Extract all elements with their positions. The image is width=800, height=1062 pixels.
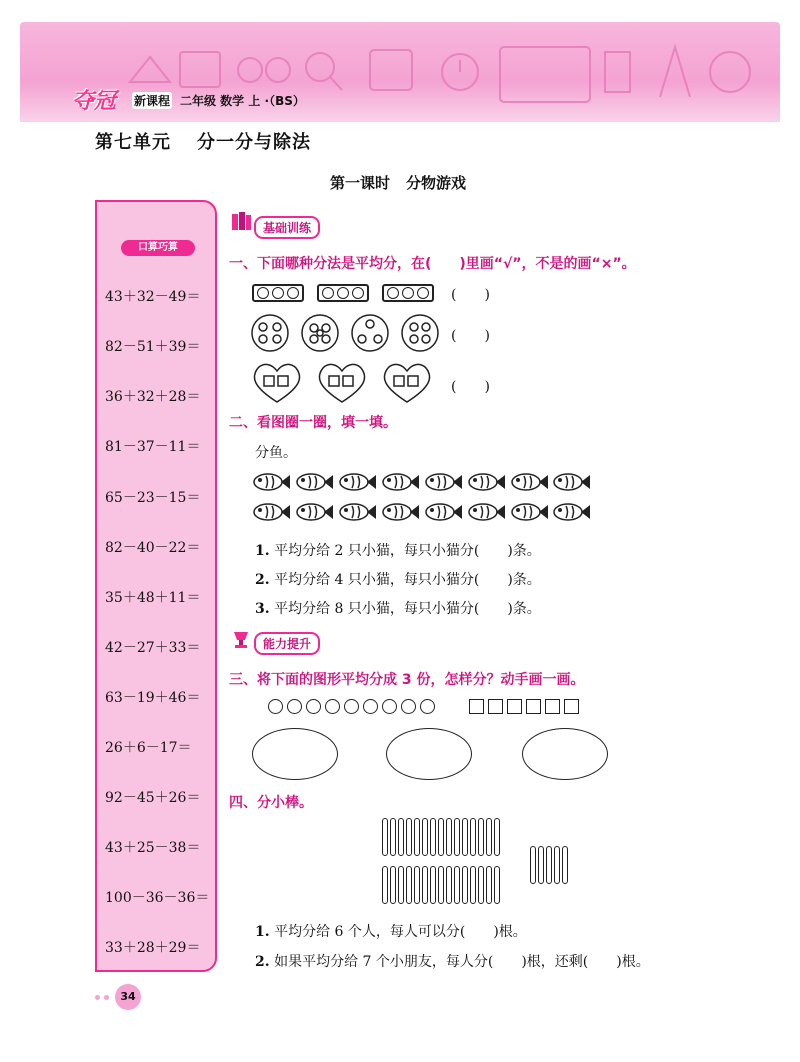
section-advanced: 能力提升: [254, 632, 320, 655]
question-4-title: 四、分小棒。: [229, 795, 313, 811]
question-3-title: 三、将下面的图形平均分成 3 份，怎样分？动手画一画。: [229, 672, 585, 688]
stick: [438, 818, 444, 856]
stick-bundle-small: [530, 846, 570, 886]
stick: [470, 818, 476, 856]
item-text: 平均分给 8 只小猫，每只小猫分( )条。: [274, 601, 541, 617]
brand-logo: 夺冠: [72, 89, 117, 114]
stick: [530, 846, 536, 884]
circle-group-box: [252, 284, 304, 302]
award-icon: [230, 626, 252, 650]
stick: [486, 818, 492, 856]
stick: [470, 866, 476, 904]
stick: [454, 818, 460, 856]
stick: [390, 818, 396, 856]
small-circle: [325, 699, 340, 714]
drawing-oval[interactable]: [252, 728, 338, 780]
unit-number: 第七单元: [95, 132, 171, 153]
small-square: [545, 699, 560, 714]
stick: [538, 846, 544, 884]
small-circle: [382, 699, 397, 714]
small-circle: [344, 699, 359, 714]
mental-math-sidebar: [95, 200, 217, 972]
books-icon: [230, 210, 252, 232]
small-circle: [287, 699, 302, 714]
series-name: 新课程: [134, 94, 171, 108]
answer-paren[interactable]: ( ): [451, 379, 490, 395]
stick: [414, 818, 420, 856]
stick: [398, 818, 404, 856]
item-text: 平均分给 2 只小猫，每只小猫分( )条。: [274, 543, 541, 559]
small-square: [526, 699, 541, 714]
question-2-subtitle: 分鱼。: [255, 445, 297, 461]
stick: [422, 866, 428, 904]
stick: [382, 866, 388, 904]
small-square: [507, 699, 522, 714]
stick: [422, 818, 428, 856]
stick-bundle-large: [382, 818, 506, 912]
page-number: 34: [115, 984, 141, 1010]
stick: [430, 866, 436, 904]
item-text: 平均分给 6 个人，每人可以分( )根。: [274, 924, 527, 940]
stick: [446, 818, 452, 856]
small-square: [488, 699, 503, 714]
exercise-item: 92－45＋26＝: [105, 790, 201, 806]
stick: [406, 866, 412, 904]
item-number: 2.: [255, 572, 270, 588]
question-2-title: 二、看图圈一圈，填一填。: [229, 415, 397, 431]
stick: [478, 866, 484, 904]
answer-paren[interactable]: ( ): [451, 287, 490, 303]
stick: [390, 866, 396, 904]
answer-paren[interactable]: ( ): [451, 328, 490, 344]
exercise-item: 26＋6－17＝: [105, 740, 192, 756]
small-circle: [268, 699, 283, 714]
stick: [494, 818, 500, 856]
small-square: [469, 699, 484, 714]
stick: [562, 846, 568, 884]
small-circle: [420, 699, 435, 714]
fish-group: [252, 470, 592, 528]
exercise-item: 63－19＋46＝: [105, 690, 201, 706]
stick: [398, 866, 404, 904]
stick: [478, 818, 484, 856]
exercise-item: 36＋32＋28＝: [105, 389, 201, 405]
stick: [462, 866, 468, 904]
exercise-item: 82－40－22＝: [105, 540, 201, 556]
question-1-title: 一、下面哪种分法是平均分，在( )里画“√”，不是的画“×”。: [229, 256, 636, 272]
book-info: 二年级 数学 上 ·（BS）: [180, 94, 305, 108]
item-number: 3.: [255, 601, 270, 617]
exercise-item: 100－36－36＝: [105, 890, 210, 906]
question-4-item: [255, 951, 650, 971]
item-number: 2.: [255, 954, 270, 970]
drawing-oval[interactable]: [386, 728, 472, 780]
lesson-title: [330, 172, 466, 193]
stick: [446, 866, 452, 904]
stick: [546, 846, 552, 884]
stick: [462, 818, 468, 856]
item-text: 如果平均分给 7 个小朋友，每人分( )根，还剩( )根。: [274, 954, 650, 970]
question-4-item: [255, 921, 527, 941]
decor-dot: [95, 995, 100, 1000]
circle-group-box: [317, 284, 369, 302]
small-circle: [363, 699, 378, 714]
stick: [382, 818, 388, 856]
drawing-oval[interactable]: [522, 728, 608, 780]
circle-plate-figures: [250, 312, 440, 354]
stick: [494, 866, 500, 904]
heart-cube-figures: [250, 360, 440, 406]
small-circle: [306, 699, 321, 714]
lesson-number: 第一课时: [330, 174, 391, 192]
item-number: 1.: [255, 543, 270, 559]
question-2-item: [255, 598, 541, 618]
stick: [438, 866, 444, 904]
small-circle: [401, 699, 416, 714]
stick: [414, 866, 420, 904]
small-square: [564, 699, 579, 714]
item-text: 平均分给 4 只小猫，每只小猫分( )条。: [274, 572, 541, 588]
item-number: 1.: [255, 924, 270, 940]
sidebar-badge: 口算巧算: [121, 240, 195, 256]
circle-group-box: [382, 284, 434, 302]
stick: [406, 818, 412, 856]
section-basic-training: 基础训练: [254, 216, 320, 239]
exercise-item: 81－37－11＝: [105, 439, 201, 455]
stick: [486, 866, 492, 904]
lesson-name: 分物游戏: [406, 174, 467, 192]
decor-dot: [104, 995, 109, 1000]
exercise-item: 35＋48＋11＝: [105, 590, 201, 606]
question-2-item: [255, 540, 541, 560]
unit-name: 分一分与除法: [197, 132, 311, 153]
question-2-item: [255, 569, 541, 589]
stick: [554, 846, 560, 884]
exercise-item: 43＋32－49＝: [105, 289, 201, 305]
exercise-item: 42－27＋33＝: [105, 640, 201, 656]
unit-title: [95, 128, 311, 154]
exercise-item: 43＋25－38＝: [105, 840, 201, 856]
exercise-item: 33＋28＋29＝: [105, 940, 201, 956]
stick: [430, 818, 436, 856]
exercise-item: 65－23－15＝: [105, 490, 201, 506]
exercise-item: 82－51＋39＝: [105, 339, 201, 355]
stick: [454, 866, 460, 904]
